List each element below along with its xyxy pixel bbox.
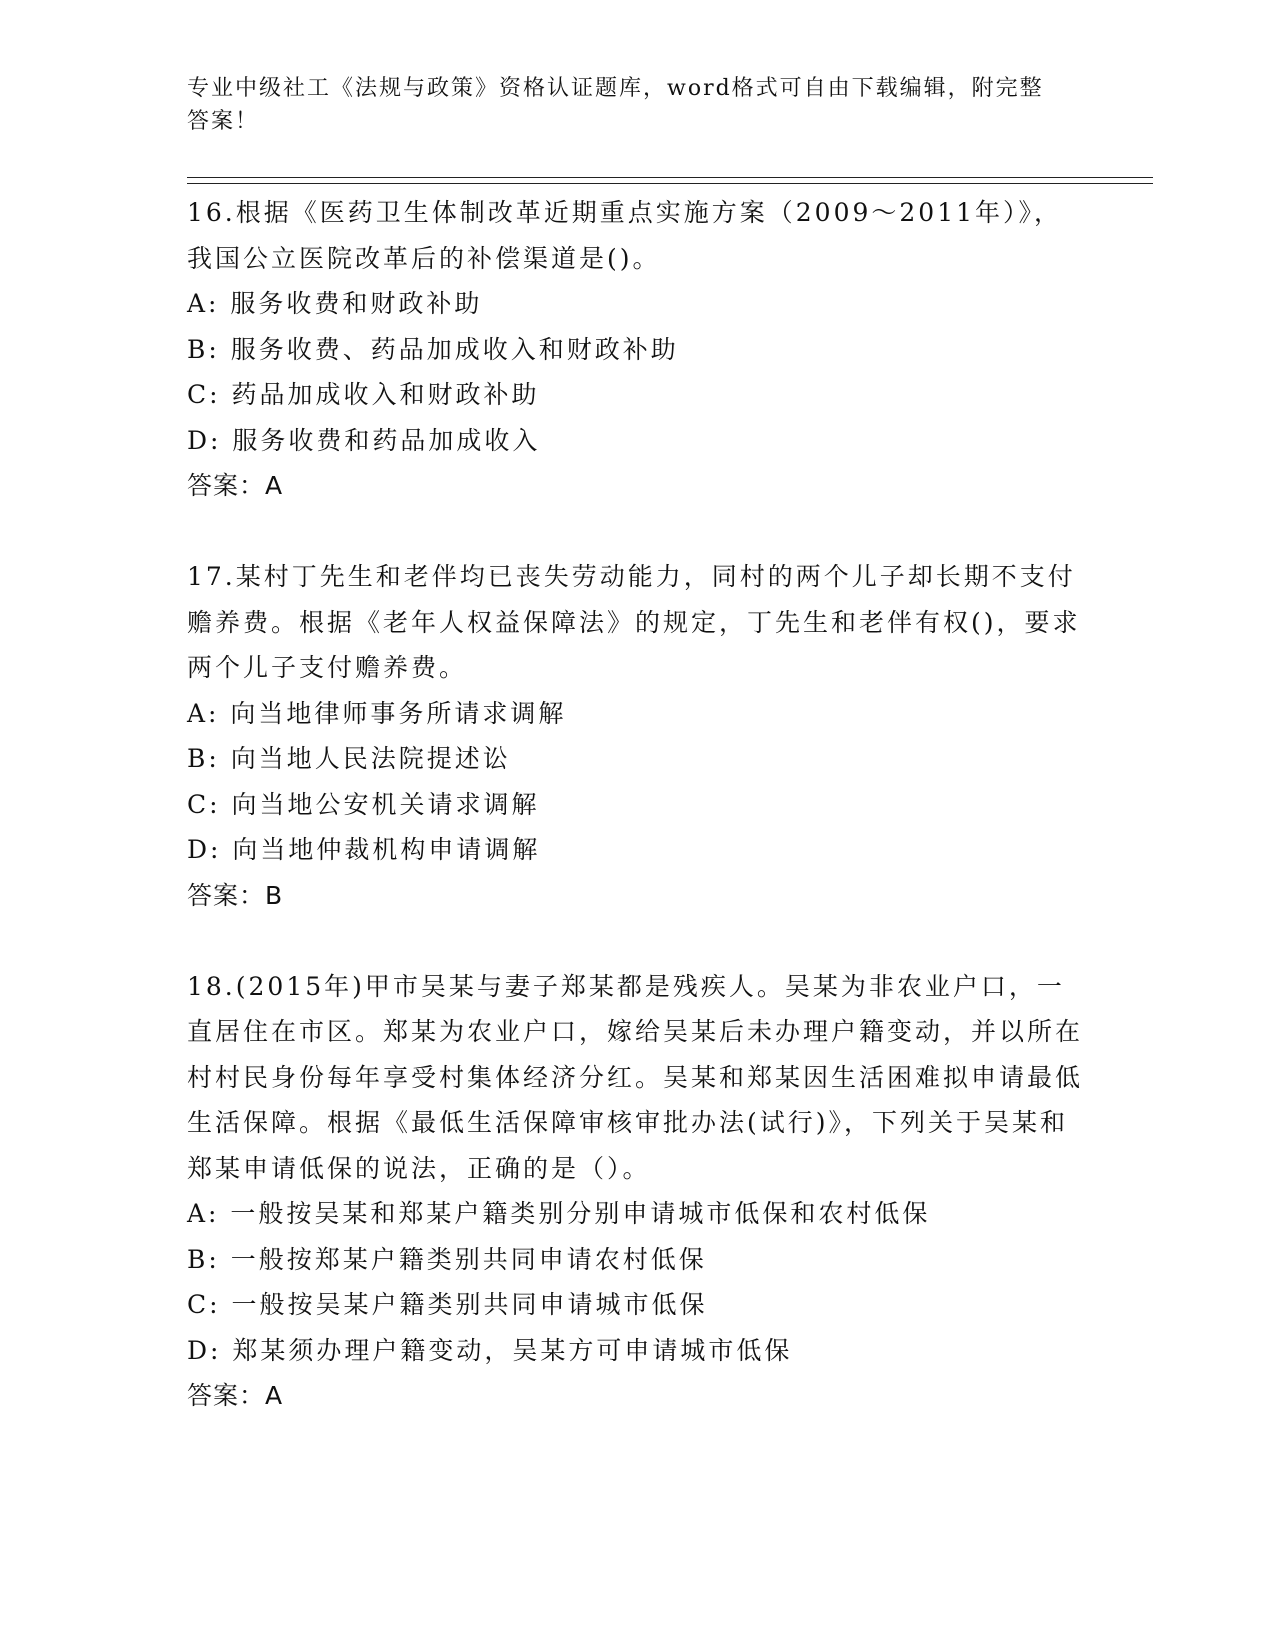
- option-c: C: 向当地公安机关请求调解: [187, 789, 540, 819]
- question-stem: 17.某村丁先生和老伴均已丧失劳动能力，同村的两个儿子却长期不支付赡养费。根据《老年人权益保障法》的规定，丁先生和老伴有权()，要求两个儿子支付赡养费。: [187, 562, 1081, 682]
- question-stem: 16.根据《医药卫生体制改革近期重点实施方案（2009～2011年）》，我国公立医院改革后的补偿渠道是()。: [187, 198, 1063, 273]
- option-b: B: 一般按郑某户籍类别共同申请农村低保: [187, 1244, 707, 1274]
- question-16: [187, 190, 1087, 509]
- header-divider-bottom: [187, 183, 1153, 184]
- option-a: A: 服务收费和财政补助: [187, 289, 483, 318]
- document-header: 专业中级社工《法规与政策》资格认证题库，word格式可自由下载编辑，附完整答案！: [187, 76, 1044, 134]
- header-divider-top: [187, 177, 1153, 178]
- question-list: [187, 190, 1087, 1464]
- option-a: A: 向当地律师事务所请求调解: [187, 698, 567, 728]
- answer-line: 答案：A: [187, 471, 284, 500]
- answer-line: 答案：B: [187, 880, 284, 910]
- option-b: B: 服务收费、药品加成收入和财政补助: [187, 334, 679, 364]
- option-c: C: 药品加成收入和财政补助: [187, 380, 540, 409]
- option-d: D: 向当地仲裁机构申请调解: [187, 835, 541, 864]
- option-b: B: 向当地人民法院提述讼: [187, 744, 511, 773]
- option-d: D: 服务收费和药品加成收入: [187, 425, 541, 455]
- option-c: C: 一般按吴某户籍类别共同申请城市低保: [187, 1290, 708, 1319]
- question-17: [187, 554, 1087, 919]
- answer-line: 答案：A: [187, 1381, 284, 1410]
- option-a: A: 一般按吴某和郑某户籍类别分别申请城市低保和农村低保: [187, 1199, 931, 1228]
- option-d: D: 郑某须办理户籍变动，吴某方可申请城市低保: [187, 1335, 793, 1365]
- question-18: [187, 964, 1087, 1420]
- question-stem: 18.(2015年)甲市吴某与妻子郑某都是残疾人。吴某为非农业户口，一直居住在市区。郑某为农业户口，嫁给吴某后未办理户籍变动，并以所在村村民身份每年享受村集体经济分红。吴某和郑某因生活困难拟申请最低生活保障。根据《最低生活保障审核审批办法(试行)》，下列关于吴某和郑某申请低保的说法，正确的是（）。: [187, 971, 1084, 1183]
